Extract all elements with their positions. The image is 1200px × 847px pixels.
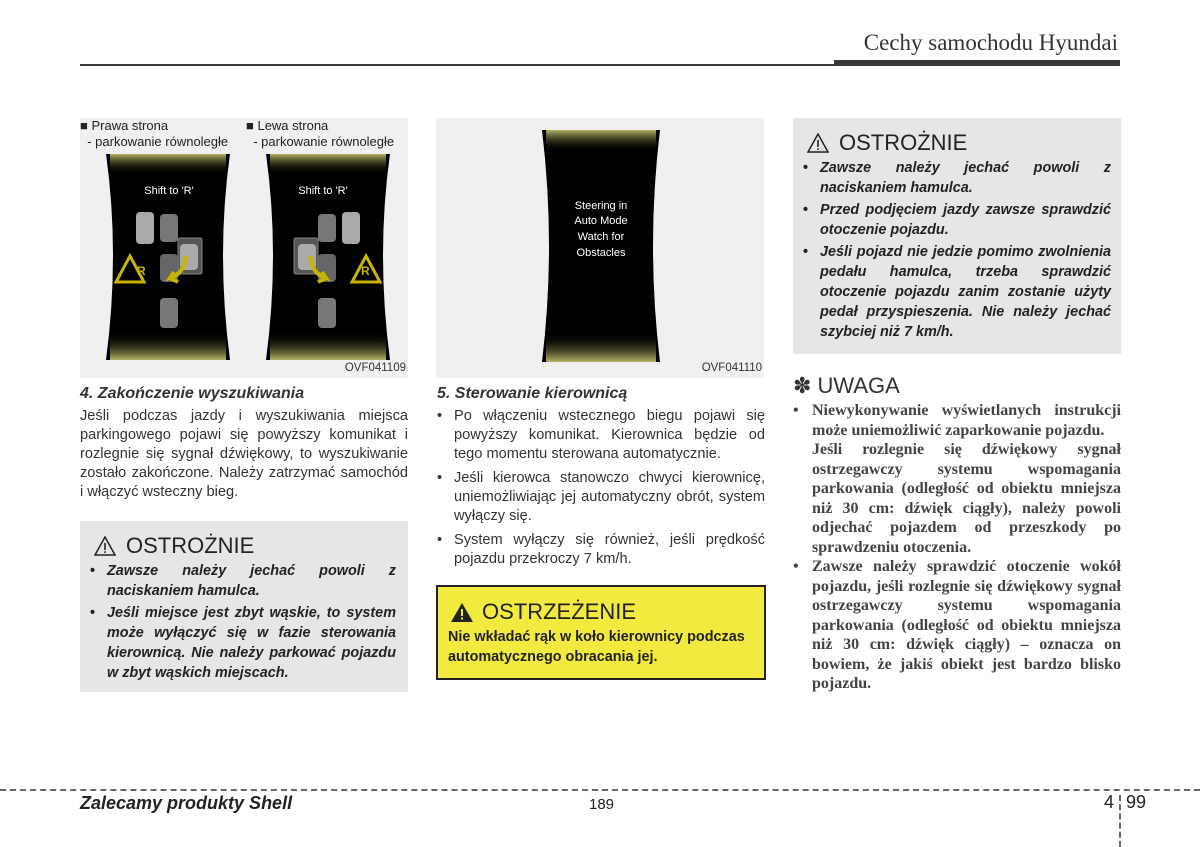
footer-divider (0, 789, 1200, 791)
section-list (437, 407, 765, 569)
caution-list (90, 561, 396, 683)
caution-item: • Przed podjęciem jazdy zawsze sprawdzić otoczenie pojazdu. (803, 200, 1111, 240)
section-body: Jeśli podczas jazdy i wyszukiwania miejsca parkingowego pojawi się powyższy komunikat i rozlegnie się sygnał dźwiękowy, to wyszukiwanie zostało zakończone. Należy zatrzymać samochód i włączyć wsteczny bieg. (80, 408, 408, 500)
caution-triangle-icon (807, 133, 829, 153)
note-title: ✽ UWAGA (793, 373, 900, 398)
warning-heading (450, 599, 636, 625)
warning-text: Nie wkładać rąk w koło kierownicy podczas automatycznego obracania jej. (448, 629, 745, 665)
caution-title: OSTROŻNIE (126, 533, 255, 558)
footer-vertical-divider (1119, 795, 1121, 847)
note-item-text: Niewykonywanie wyświetlanych instrukcji może uniemożliwić zaparkowanie pojazdu. (812, 402, 1121, 439)
footer-chapter-page: 99 (1126, 792, 1147, 812)
caution-heading (94, 533, 254, 559)
figure-code: OVF041110 (701, 362, 762, 374)
figure-parking-search-end (80, 118, 408, 378)
cluster-screen-steering (532, 130, 670, 362)
figure-caption-left-side: ■ Lewa strona - parkowanie równoległe (246, 118, 395, 149)
list-item: • System wyłączy się również, jeśli prędkość pojazdu przekroczy 7 km/h. (437, 531, 765, 569)
caution-item: • Jeśli pojazd nie jedzie pomimo zwolnienia pedału hamulca, trzeba sprawdzić otoczenie pojazdu zanim zostanie użyty pedał przyspieszenia. Nie należy jechać szybciej niż 7 km/h. (803, 242, 1111, 342)
list-item: • Po włączeniu wstecznego biegu pojawi się powyższy komunikat. Kierownica będzie od tego momentu sterowana automatycznie. (437, 407, 765, 464)
screen-message-steering-line-4: Obstacles (576, 247, 626, 259)
r-gear-icon-2: R (361, 264, 370, 278)
caution-item: • Jeśli miejsce jest zbyt wąskie, to system może wyłączyć się w fazie sterowania kierownicą. Nie należy parkować pojazdu w zbyt wąskich miejscach. (90, 603, 396, 683)
warning-box (436, 585, 766, 680)
section-title: 5. Sterowanie kierownicą (437, 385, 628, 402)
footer-page-number: 189 (589, 796, 615, 813)
footer-promo: Zalecamy produkty Shell (80, 793, 293, 813)
figure-steering-auto-mode (436, 118, 764, 378)
screen-message-steering-line-1: Steering in (574, 200, 628, 212)
list-item: • Jeśli kierowca stanowczo chwyci kierownicę, uniemożliwiając jej automatyczny obrót, system wyłączy się. (437, 469, 765, 526)
note-box (793, 401, 1121, 694)
note-item: • Zawsze należy sprawdzić otoczenie wokół pojazdu, jeśli rozlegnie się dźwiękowy sygnał ostrzegawczy systemu wspomagania parkowania (odległość od obiektu mniejsza niż 30 cm: dźwięk ciągły) – oznacza on bowiem, że jakiś obiekt jest bardzo blisko pojazdu. (793, 557, 1121, 694)
caution-list (803, 158, 1111, 342)
screen-message-shift-to-r-2: Shift to 'R' (298, 185, 348, 197)
caution-title: OSTROŻNIE (839, 130, 968, 155)
footer-section-number: 4 (1104, 792, 1115, 812)
screen-message-steering-line-2: Auto Mode (574, 215, 628, 227)
figure-code: OVF041109 (344, 362, 406, 374)
note-item (793, 401, 1121, 557)
screen-message-shift-to-r: Shift to 'R' (144, 185, 194, 197)
note-list (793, 401, 1121, 694)
r-gear-icon: R (137, 264, 146, 278)
header-accent-bar (834, 60, 1120, 66)
caution-box (80, 521, 408, 692)
note-item-paragraph: Jeśli rozlegnie się dźwiękowy sygnał ostrzegawczy systemu wspomagania parkowania (odległość od obiektu mniejsza niż 30 cm: dźwięk ciągły), należy powoli odjechać pojazdem od przeszkody po sprawdzeniu otoczenia. (812, 441, 1121, 556)
page-header-title: Cechy samochodu Hyundai (863, 30, 1118, 55)
caution-box-right (793, 118, 1121, 354)
warning-title: OSTRZEŻENIE (482, 599, 637, 624)
caution-item: • Zawsze należy jechać powoli z naciskaniem hamulca. (90, 561, 396, 601)
warning-triangle-icon (450, 602, 474, 623)
screen-message-steering-line-3: Watch for (577, 231, 625, 243)
caution-item: • Zawsze należy jechać powoli z naciskaniem hamulca. (803, 158, 1111, 198)
figure-caption-right-side: ■ Prawa strona - parkowanie równoległe (80, 118, 229, 149)
caution-heading (807, 130, 967, 156)
caution-triangle-icon (94, 536, 116, 556)
section-title: 4. Zakończenie wyszukiwania (80, 385, 305, 402)
